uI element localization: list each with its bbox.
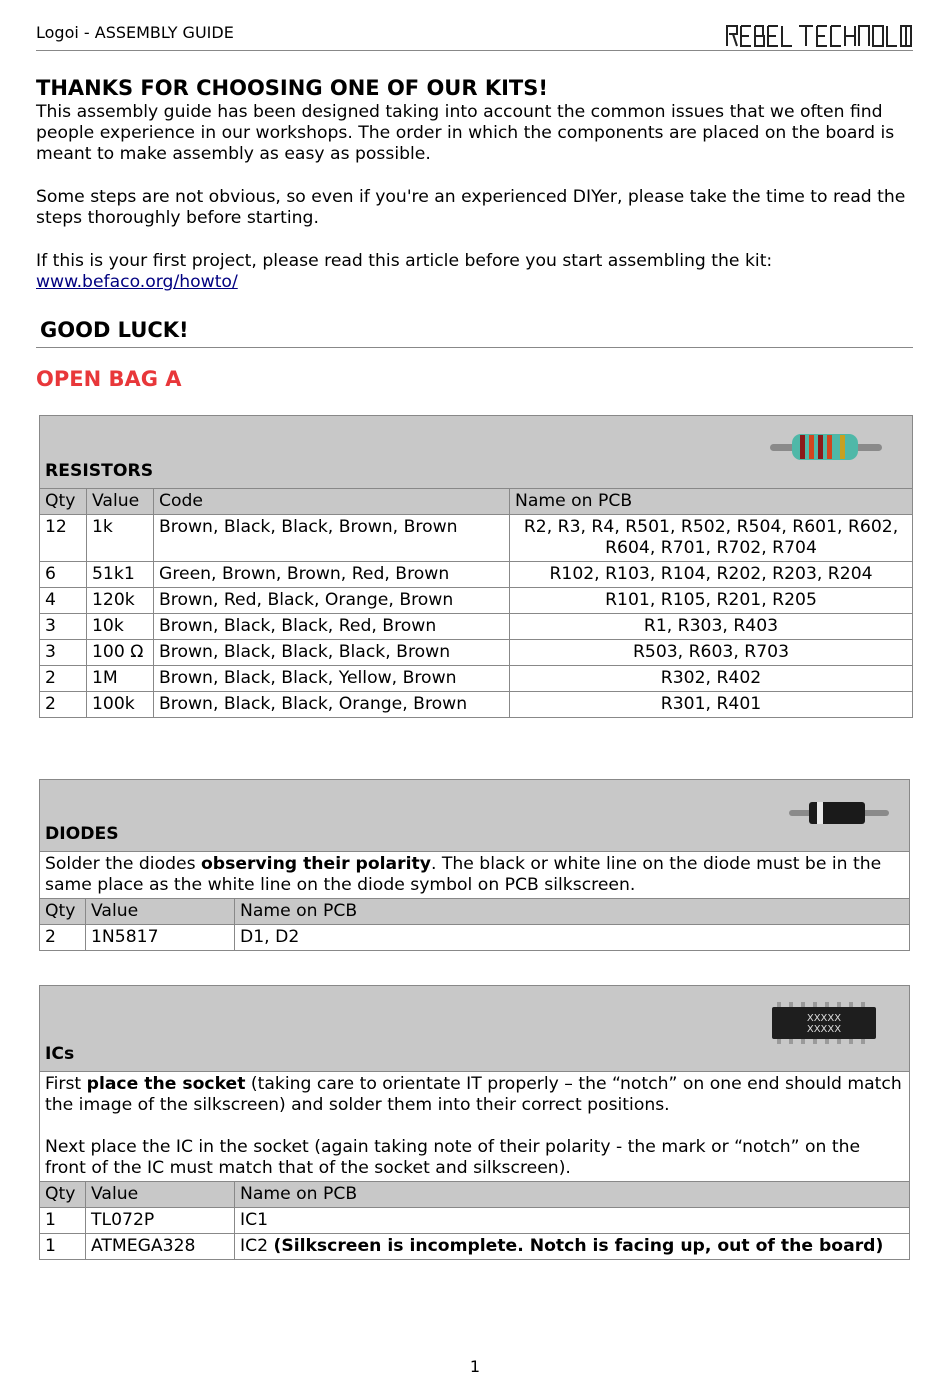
diodes-note [40, 852, 910, 899]
col-name-on-pcb: Name on PCB [235, 899, 910, 925]
diodes-note-row [40, 852, 910, 899]
table-row [40, 515, 913, 562]
document-title: Logoi - ASSEMBLY GUIDE [36, 23, 234, 42]
ics-note-row [40, 1072, 910, 1182]
value-cell: 1M [87, 666, 154, 692]
col-qty: Qty [40, 1182, 86, 1208]
pcb-name-cell: R301, R401 [510, 692, 913, 718]
table-row [40, 1208, 910, 1234]
svg-text:XXXXX: XXXXX [806, 1013, 842, 1024]
bag-title: OPEN BAG A [36, 367, 182, 391]
ic-chip-icon [771, 1000, 877, 1046]
table-row [40, 925, 910, 951]
pcb-name-note: (Silkscreen is incomplete. Notch is facing up, out of the board) [273, 1236, 884, 1256]
diodes-table [39, 779, 910, 951]
ics-note-1-pre: First [45, 1074, 87, 1094]
ics-note-1 [45, 1074, 904, 1116]
intro-paragraph-1: This assembly guide has been designed taking into account the common issues that we often find people experience in our workshops. The order in which the components are placed on the board is meant to make assembly as easy as possible. [36, 102, 895, 164]
svg-text:XXXXX: XXXXX [806, 1024, 842, 1035]
resistors-table [39, 415, 913, 718]
value-cell: 100k [87, 692, 154, 718]
table-row [40, 614, 913, 640]
intro-paragraph-3 [36, 251, 916, 293]
code-cell: Brown, Red, Black, Orange, Brown [154, 588, 510, 614]
rebel-technology-logo [725, 22, 913, 48]
intro-paragraph-2: Some steps are not obvious, so even if you're an experienced DIYer, please take the time to read the steps thoroughly before starting. [36, 187, 906, 228]
pcb-name-cell: D1, D2 [235, 925, 910, 951]
col-code: Code [154, 489, 510, 515]
value-cell: 100 Ω [87, 640, 154, 666]
diodes-note-pre: Solder the diodes [45, 854, 201, 874]
qty-cell: 12 [40, 515, 87, 562]
pcb-name-cell [235, 1234, 910, 1260]
intro-paragraph-3-text: If this is your first project, please read this article before you start assembling the kit: [36, 251, 773, 271]
good-luck-text: GOOD LUCK! [40, 318, 189, 342]
ics-note [40, 1072, 910, 1182]
resistors-column-header [40, 489, 913, 515]
col-value: Value [86, 1182, 235, 1208]
code-cell: Green, Brown, Brown, Red, Brown [154, 562, 510, 588]
resistor-icon [770, 430, 882, 464]
value-cell: 1k [87, 515, 154, 562]
table-row [40, 562, 913, 588]
ics-title: ICs [45, 1044, 75, 1064]
qty-cell: 2 [40, 666, 87, 692]
table-row [40, 666, 913, 692]
resistors-title: RESISTORS [45, 461, 154, 481]
qty-cell: 3 [40, 640, 87, 666]
col-value: Value [86, 899, 235, 925]
pcb-name-cell: R503, R603, R703 [510, 640, 913, 666]
ics-table [39, 985, 910, 1260]
code-cell: Brown, Black, Black, Red, Brown [154, 614, 510, 640]
diode-icon [789, 800, 889, 826]
value-cell: TL072P [86, 1208, 235, 1234]
ics-note-1-post: (taking care to orientate IT properly – the “notch” on one end should match the image of the silkscreen) and solder them into their correct positions. [45, 1074, 902, 1115]
code-cell: Brown, Black, Black, Brown, Brown [154, 515, 510, 562]
diodes-banner [40, 780, 910, 852]
value-cell: 1N5817 [86, 925, 235, 951]
col-qty: Qty [40, 489, 87, 515]
diodes-note-bold: observing their polarity [201, 854, 431, 874]
page-number: 1 [469, 1357, 481, 1376]
pcb-name: IC2 [240, 1236, 274, 1256]
code-cell: Brown, Black, Black, Black, Brown [154, 640, 510, 666]
col-name-on-pcb: Name on PCB [235, 1182, 910, 1208]
value-cell: 10k [87, 614, 154, 640]
table-row [40, 692, 913, 718]
code-cell: Brown, Black, Black, Orange, Brown [154, 692, 510, 718]
pcb-name-cell: R1, R303, R403 [510, 614, 913, 640]
col-qty: Qty [40, 899, 86, 925]
resistors-banner [40, 416, 913, 489]
qty-cell: 6 [40, 562, 87, 588]
table-row [40, 588, 913, 614]
ics-banner [40, 986, 910, 1072]
value-cell: 51k1 [87, 562, 154, 588]
qty-cell: 2 [40, 925, 86, 951]
qty-cell: 3 [40, 614, 87, 640]
pcb-name-cell: R2, R3, R4, R501, R502, R504, R601, R602, R604, R701, R702, R704 [510, 515, 913, 562]
intro-heading: THANKS FOR CHOOSING ONE OF OUR KITS! [36, 76, 548, 100]
diodes-column-header [40, 899, 910, 925]
value-cell: ATMEGA328 [86, 1234, 235, 1260]
page-header [36, 20, 913, 51]
qty-cell: 4 [40, 588, 87, 614]
col-value: Value [87, 489, 154, 515]
code-cell: Brown, Black, Black, Yellow, Brown [154, 666, 510, 692]
pcb-name-cell: R102, R103, R104, R202, R203, R204 [510, 562, 913, 588]
pcb-name-cell: R101, R105, R201, R205 [510, 588, 913, 614]
pcb-name-cell: R302, R402 [510, 666, 913, 692]
good-luck-banner [36, 316, 913, 348]
ics-note-2: Next place the IC in the socket (again taking note of their polarity - the mark or “notch” on the front of the IC must match that of the socket and silkscreen). [45, 1137, 861, 1178]
pcb-name: IC1 [240, 1210, 269, 1230]
table-row [40, 1234, 910, 1260]
pcb-name-cell [235, 1208, 910, 1234]
ics-note-1-bold: place the socket [86, 1074, 246, 1094]
ics-column-header [40, 1182, 910, 1208]
qty-cell: 1 [40, 1234, 86, 1260]
qty-cell: 1 [40, 1208, 86, 1234]
howto-link[interactable]: www.befaco.org/howto/ [36, 272, 238, 292]
diodes-title: DIODES [45, 824, 119, 844]
value-cell: 120k [87, 588, 154, 614]
diodes-note-post: . The black or white line on the diode must be in the same place as the white line on the diode symbol on PCB silkscreen. [45, 854, 882, 895]
qty-cell: 2 [40, 692, 87, 718]
col-name-on-pcb: Name on PCB [510, 489, 913, 515]
table-row [40, 640, 913, 666]
